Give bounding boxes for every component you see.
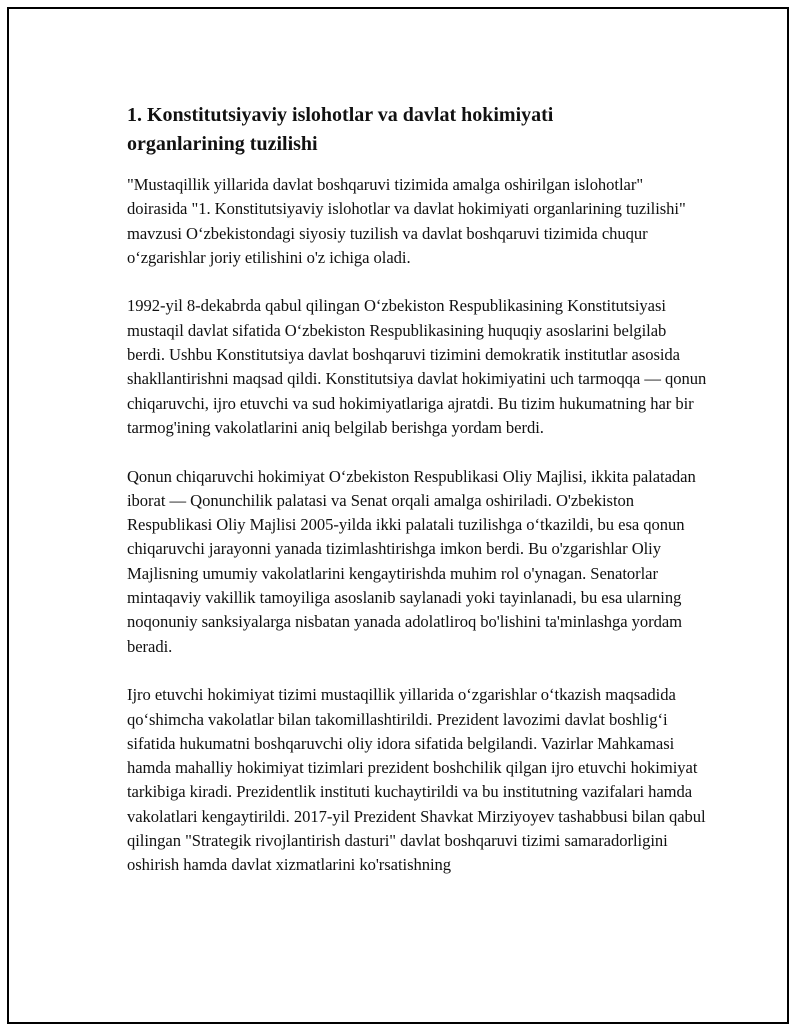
paragraph-constitution: 1992-yil 8-dekabrda qabul qilingan Oʻzbekiston Respublikasining Konstitutsiyasi mustaqil davlat sifatida Oʻzbekiston Respublikasining huquqiy asoslarini belgilab berdi. Ushbu Konstitutsiya davlat boshqaruvi tizimini demokratik institutlar asosida shakllantirishni maqsad qildi. Konstitutsiya davlat hokimiyatini uch tarmoqqa — qonun chiqaruvchi, ijro etuvchi va sud hokimiyatlariga ajratdi. Bu tizim hukumatning har bir tarmog'ining vakolatlarini aniq belgilab berishga yordam berdi. bbox=[127, 296, 707, 437]
page-frame bbox=[7, 7, 789, 1024]
paragraph-intro: "Mustaqillik yillarida davlat boshqaruvi tizimida amalga oshirilgan islohotlar" doirasida "1. Konstitutsiyaviy islohotlar va davlat hokimiyati organlarining tuzilishi" mavzusi Oʻzbekistondagi siyosiy tuzilish va davlat boshqaruvi tizimida chuqur oʻzgarishlar joriy etilishini o'z ichiga oladi. bbox=[127, 175, 686, 267]
document-body bbox=[127, 101, 707, 902]
paragraph-legislative: Qonun chiqaruvchi hokimiyat Oʻzbekiston Respublikasi Oliy Majlisi, ikkita palatadan iborat — Qonunchilik palatasi va Senat orqali amalga oshiriladi. O'zbekiston Respublikasi Oliy Majlisi 2005-yilda ikki palatali tuzilishga oʻtkazildi, bu esa qonun chiqaruvchi jarayonni yanada tizimlashtirishga imkon berdi. Bu o'zgarishlar Oliy Majlisning umumiy vakolatlarini kengaytirishda muhim rol o'ynagan. Senatorlar mintaqaviy vakillik tamoyiliga asoslanib saylanadi yoki tayinlanadi, bu esa ularning noqonuniy sanksiyalarga nisbatan yanada adolatliroq bo'lishini ta'minlashga yordam beradi. bbox=[127, 466, 696, 656]
paragraph-executive: Ijro etuvchi hokimiyat tizimi mustaqillik yillarida oʻzgarishlar oʻtkazish maqsadida qoʻshimcha vakolatlar bilan takomillashtirildi. Prezident lavozimi davlat boshligʻi sifatida hukumatni boshqaruvchi oliy idora sifatida belgilandi. Vazirlar Mahkamasi hamda mahalliy hokimiyat tizimlari prezident boshchilik qilgan ijro etuvchi hokimiyat tarkibiga kiradi. Prezidentlik instituti kuchaytirildi va bu institutning vazifalari hamda vakolatlari kengaytirildi. 2017-yil Prezident Shavkat Mirziyoyev tashabbusi bilan qabul qilingan "Strategik rivojlantirish dasturi" davlat boshqaruvi tizimi samaradorligini oshirish hamda davlat xizmatlarini ko'rsatishning bbox=[127, 685, 706, 875]
section-title: 1. Konstitutsiyaviy islohotlar va davlat hokimiyati organlarining tuzilishi bbox=[127, 104, 554, 155]
